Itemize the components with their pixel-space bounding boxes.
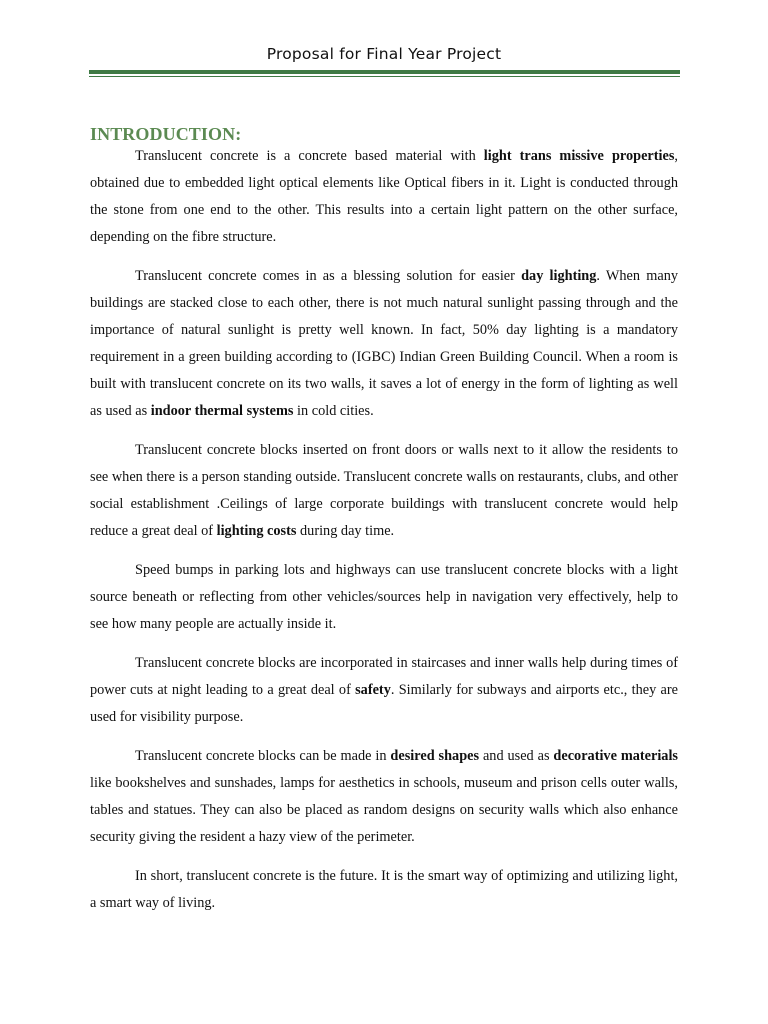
- paragraph-conclusion: In short, translucent concrete is the future. It is the smart way of optimizing and utilizing light, a smart way of living.: [90, 868, 678, 911]
- paragraph-day-lighting: Translucent concrete comes in as a blessing solution for easier day lighting. When many buildings are stacked close to each other, there is not much natural sunlight passing through and the importance of natural sunlight is pretty well known. In fact, 50% day lighting is a mandatory requirement in a green building according to (IGBC) Indian Green Building Council. When a room is built with translucent concrete on its two walls, it saves a lot of energy in the form of lighting as well as used as indoor thermal systems in cold cities.: [90, 268, 678, 419]
- paragraph-safety: Translucent concrete blocks are incorporated in staircases and inner walls help during times of power cuts at night leading to a great deal of safety. Similarly for subways and airports etc., they are used for visibility purpose.: [90, 655, 678, 725]
- header-rule-thick: [89, 70, 680, 74]
- paragraph-speed-bumps: Speed bumps in parking lots and highways can use translucent concrete blocks with a light source beneath or reflecting from other vehicles/sources help in navigation very effectively, help to see how many people are actually inside it.: [90, 562, 678, 632]
- bold-phrase: desired shapes: [390, 748, 480, 764]
- bold-phrase: decorative materials: [553, 748, 678, 764]
- header-rule-thin: [89, 76, 680, 77]
- paragraph-decorative: Translucent concrete blocks can be made in desired shapes and used as decorative materials like bookshelves and sunshades, lamps for aesthetics in schools, museum and prison cells outer walls, tables and statues. They can also be placed as random designs on security walls which also enhance security giving the resident a hazy view of the perimeter.: [90, 748, 678, 845]
- section-heading: INTRODUCTION:: [90, 124, 242, 144]
- bold-phrase: light trans missive properties: [483, 148, 675, 164]
- bold-phrase: indoor thermal systems: [150, 403, 294, 419]
- bold-phrase: lighting costs: [216, 523, 297, 539]
- page-header-title: Proposal for Final Year Project: [266, 45, 502, 63]
- paragraph-lighting-costs: Translucent concrete blocks inserted on front doors or walls next to it allow the residents to see when there is a person standing outside. Translucent concrete walls on restaurants, clubs, and other social establishment .Ceilings of large corporate buildings with translucent concrete would help reduce a great deal of lighting costs during day time.: [90, 442, 678, 539]
- bold-phrase: safety: [355, 682, 391, 698]
- paragraph-intro: Translucent concrete is a concrete based material with light trans missive properties, obtained due to embedded light optical elements like Optical fibers in it. Light is conducted through the stone from one end to the other. This results into a certain light pattern on the other surface, depending on the fibre structure.: [90, 148, 678, 245]
- bold-phrase: day lighting: [521, 268, 597, 284]
